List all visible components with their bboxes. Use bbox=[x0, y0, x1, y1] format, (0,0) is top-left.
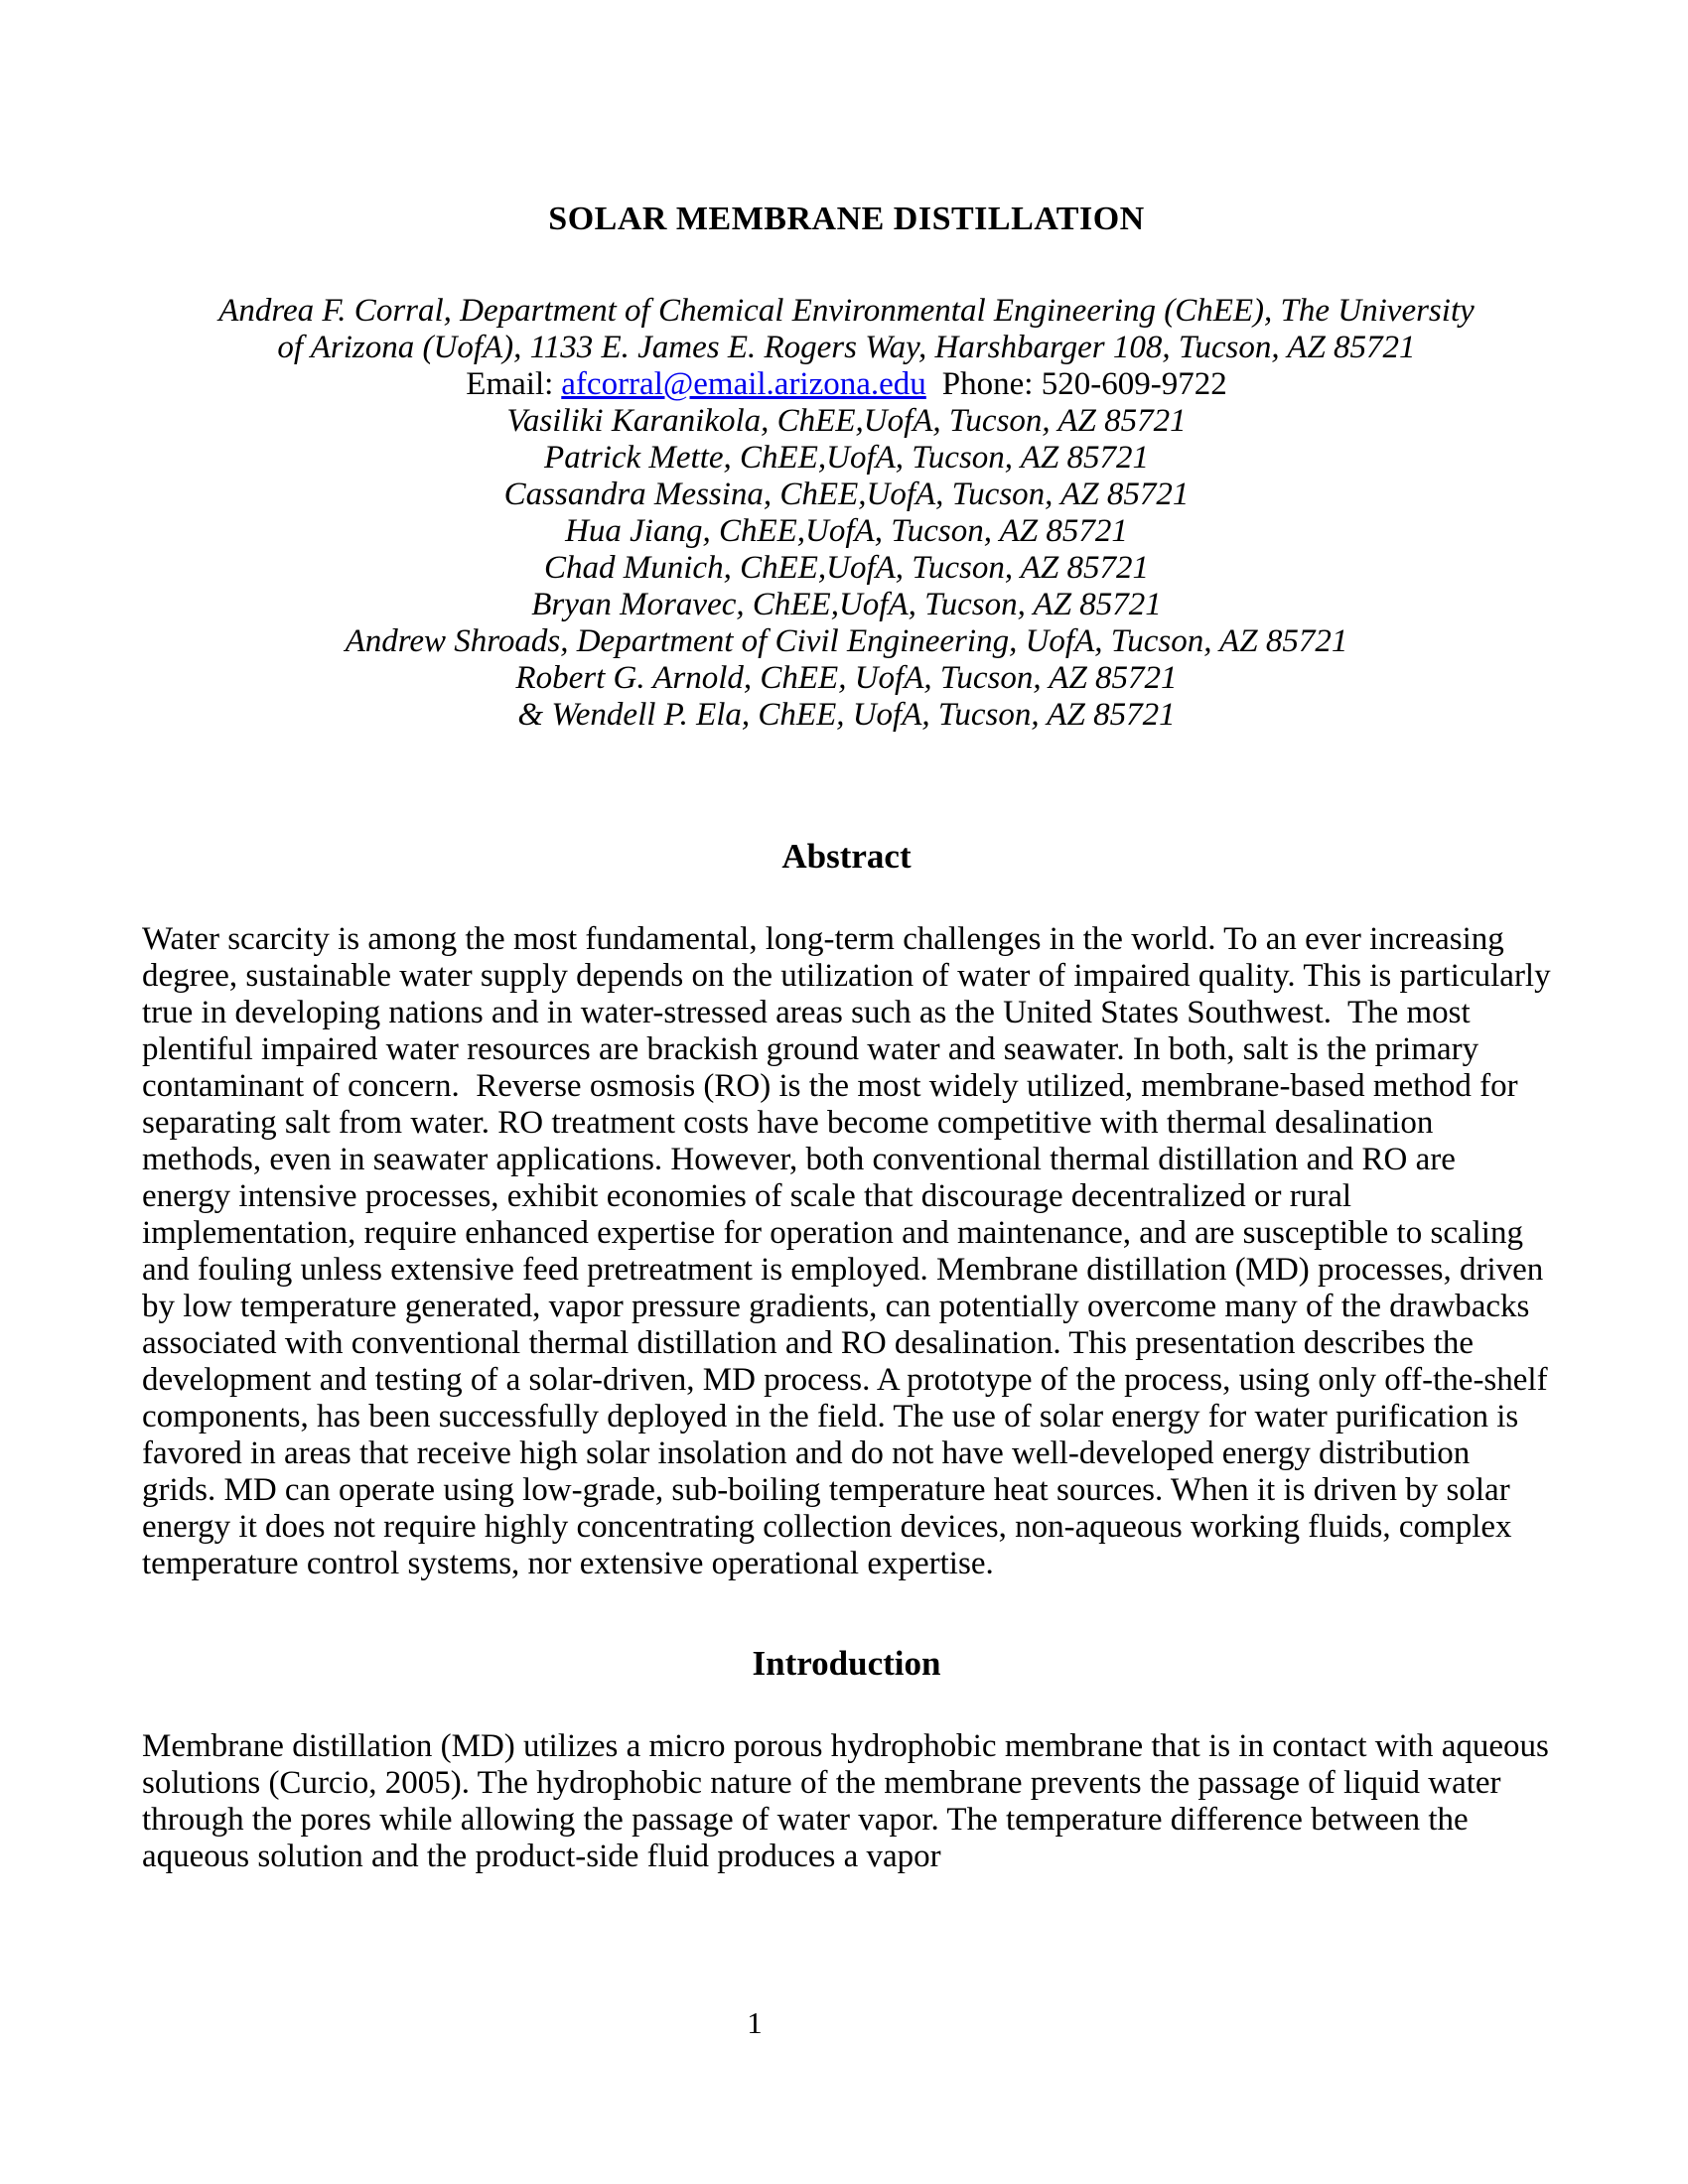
introduction-heading: Introduction bbox=[752, 1644, 941, 1683]
author-line: Vasiliki Karanikola, ChEE,UofA, Tucson, AZ 85721 bbox=[506, 403, 1187, 439]
author-line: Cassandra Messina, ChEE,UofA, Tucson, AZ 85721 bbox=[503, 477, 1190, 512]
author-contact-line bbox=[142, 366, 1551, 403]
author-line: Patrick Mette, ChEE,UofA, Tucson, AZ 85721 bbox=[544, 440, 1149, 476]
author-line: & Wendell P. Ela, ChEE, UofA, Tucson, AZ 85721 bbox=[517, 697, 1176, 733]
author-affiliation-line: of Arizona (UofA), 1133 E. James E. Rogers Way, Harshbarger 108, Tucson, AZ 85721 bbox=[277, 330, 1416, 365]
author-line: Andrew Shroads, Department of Civil Engineering, UofA, Tucson, AZ 85721 bbox=[345, 623, 1348, 659]
email-label: Email: bbox=[466, 366, 554, 402]
abstract-body: Water scarcity is among the most fundamental, long-term challenges in the world. To an ever increasing degree, sustainable water supply depends on the utilization of water of impaired quality. This is particularly true in developing nations and in water-stressed areas such as the United States Southwest. The most plentiful impaired water resources are brackish ground water and seawater. In both, salt is the primary contaminant of concern. Reverse osmosis (RO) is the most widely utilized, membrane-based method for separating salt from water. RO treatment costs have become competitive with thermal desalination methods, even in seawater applications. However, both conventional thermal distillation and RO are energy intensive processes, exhibit economies of scale that discourage decentralized or rural implementation, require enhanced expertise for operation and maintenance, and are susceptible to scaling and fouling unless extensive feed pretreatment is employed. Membrane distillation (MD) processes, driven by low temperature generated, vapor pressure gradients, can potentially overcome many of the drawbacks associated with conventional thermal distillation and RO desalination. This presentation describes the development and testing of a solar-driven, MD process. A prototype of the process, using only off-the-shelf components, has been successfully deployed in the field. The use of solar energy for water purification is favored in areas that receive high solar insolation and do not have well-developed energy distribution grids. MD can operate using low-grade, sub-boiling temperature heat sources. When it is driven by solar energy it does not require highly concentrating collection devices, non-aqueous working fluids, complex temperature control systems, nor extensive operational expertise. bbox=[142, 921, 1559, 1581]
author-line: Hua Jiang, ChEE,UofA, Tucson, AZ 85721 bbox=[565, 513, 1128, 549]
introduction-body: Membrane distillation (MD) utilizes a micro porous hydrophobic membrane that is in contact with aqueous solutions (Curcio, 2005). The hydrophobic nature of the membrane prevents the passage of liquid water through the pores while allowing the passage of water vapor. The temperature difference between the aqueous solution and the product-side fluid produces a vapor bbox=[142, 1728, 1558, 1874]
author-line: Robert G. Arnold, ChEE, UofA, Tucson, AZ 85721 bbox=[515, 660, 1178, 696]
author-line: Chad Munich, ChEE,UofA, Tucson, AZ 85721 bbox=[544, 550, 1149, 586]
author-block bbox=[142, 293, 1551, 734]
email-link[interactable]: afcorral@email.arizona.edu bbox=[561, 366, 926, 402]
author-line: Bryan Moravec, ChEE,UofA, Tucson, AZ 85721 bbox=[531, 587, 1162, 622]
phone-text: Phone: 520-609-9722 bbox=[941, 366, 1227, 402]
page-number: 1 bbox=[747, 2005, 763, 2040]
abstract-heading: Abstract bbox=[781, 837, 912, 876]
author-affiliation-line: Andrea F. Corral, Department of Chemical Environmental Engineering (ChEE), The University bbox=[218, 293, 1475, 329]
paper-title: SOLAR MEMBRANE DISTILLATION bbox=[548, 201, 1145, 237]
